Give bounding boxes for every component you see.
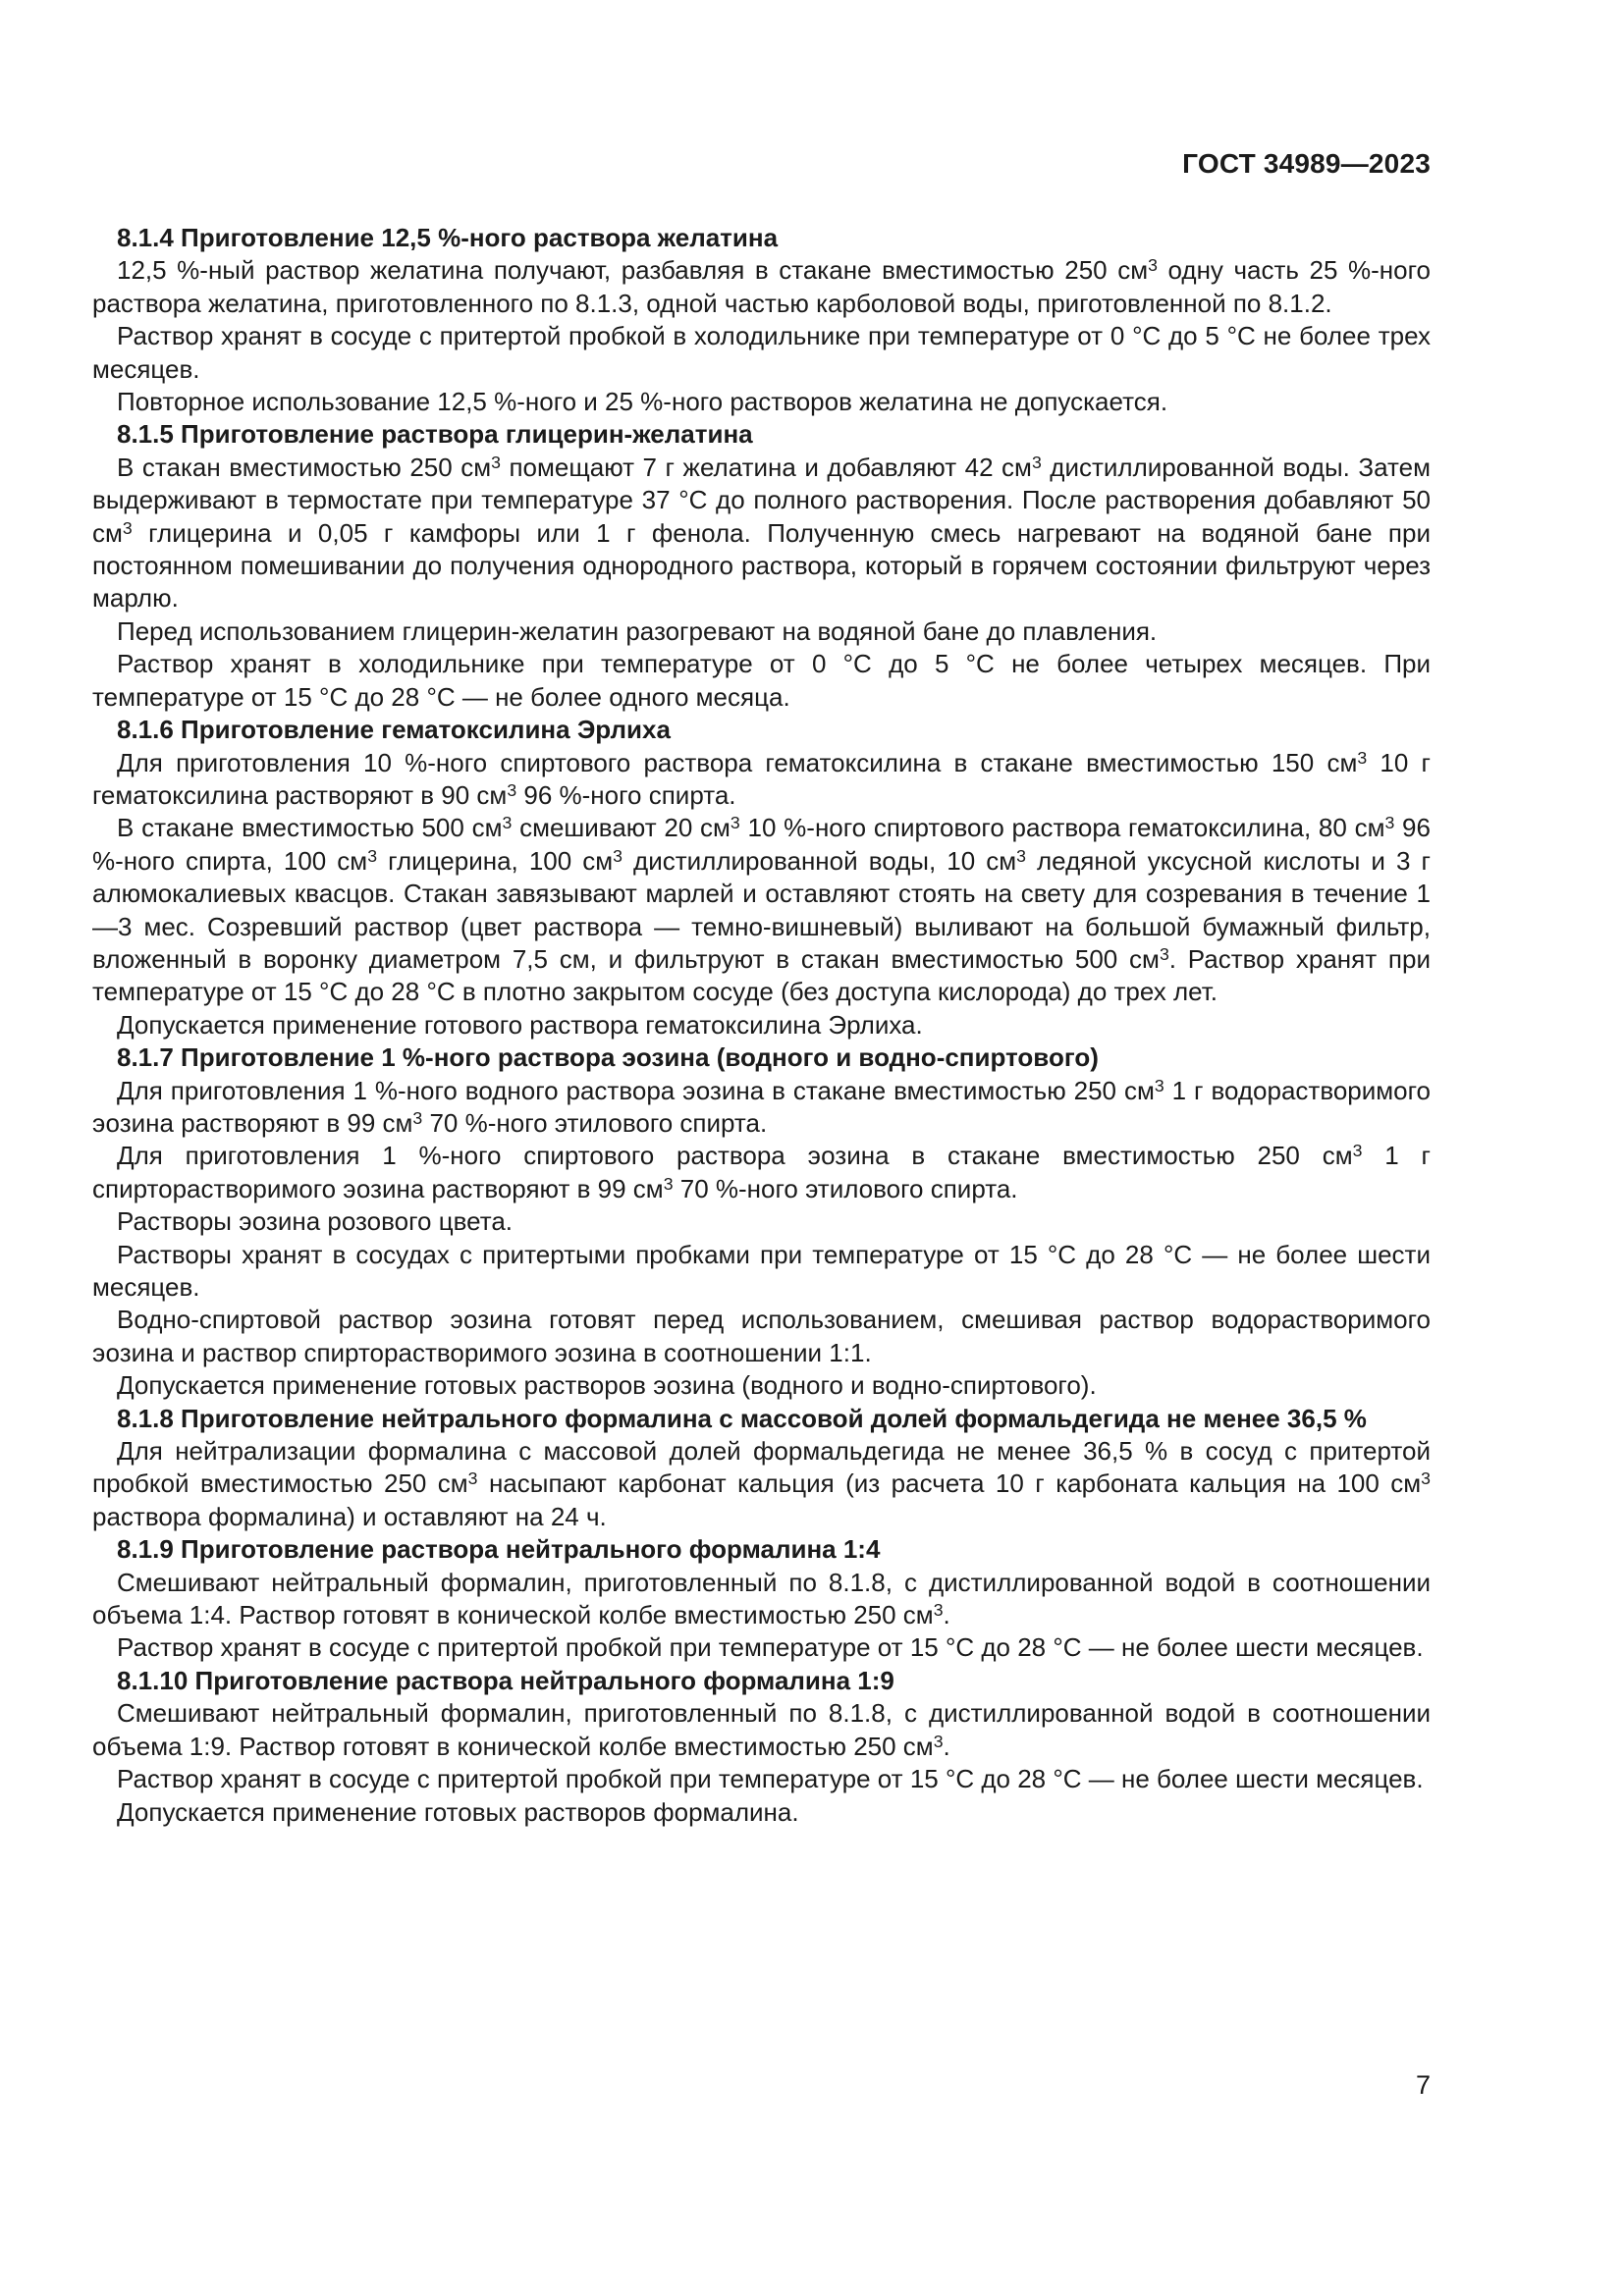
superscript-3: 3 — [1421, 1468, 1431, 1489]
paragraph: Раствор хранят в сосуде с притертой пробкой при температуре от 15 °С до 28 °С — не более шести месяцев. — [117, 1764, 1424, 1794]
superscript-3: 3 — [1016, 845, 1026, 866]
document-code: ГОСТ 34989—2023 — [1182, 148, 1431, 179]
superscript-3: 3 — [1148, 255, 1158, 276]
paragraph: Раствор хранят в сосуде с притертой пробкой при температуре от 15 °С до 28 °С — не более шести месяцев. — [117, 1632, 1424, 1663]
section-heading: 8.1.10 Приготовление раствора нейтрального формалина 1:9 — [117, 1665, 894, 1695]
superscript-3: 3 — [933, 1731, 944, 1751]
paragraph: Перед использованием глицерин-желатин разогревают на водяной бане до плавления. — [117, 615, 1158, 646]
superscript-3: 3 — [1357, 747, 1368, 768]
superscript-3: 3 — [613, 845, 623, 866]
superscript-3: 3 — [1154, 1075, 1164, 1095]
section-heading: 8.1.8 Приготовление нейтрального формалина с массовой долей формальдегида не менее 36,5 % — [117, 1403, 1367, 1433]
paragraph: Раствор хранят в сосуде с притертой пробкой в холодильнике при температуре от 0 °С до 5 °С не более трех месяцев. — [92, 321, 1431, 384]
section-heading: 8.1.7 Приготовление 1 %-ного раствора эозина (водного и водно-спиртового) — [117, 1042, 1099, 1073]
paragraph: Для приготовления 10 %-ного спиртового раствора гематоксилина в стакане вместимостью 150 $см^3$ 10 г гематоксилина растворяют в 90 $см^3$ 96 %-ного спирта. — [92, 747, 1431, 810]
paragraph: 12,5 %-ный раствор желатина получают, разбавляя в стакане вместимостью 250 $см^3$ одну часть 25 %-ного раствора желатина, приготовленного по 8.1.3, одной частью карболовой воды, приготовленной по 8.1.2. — [92, 255, 1431, 318]
paragraph: Допускается применение готового раствора гематоксилина Эрлиха. — [117, 1009, 923, 1040]
paragraph: Допускается применение готовых растворов формалина. — [117, 1796, 799, 1827]
paragraph: Водно-спиртовой раствор эозина готовят перед использованием, смешивая раствор водорастворимого эозина и раствор спирторастворимого эозина в соотношении 1:1. — [92, 1305, 1431, 1367]
superscript-3: 3 — [367, 845, 378, 866]
section-heading: 8.1.4 Приготовление 12,5 %-ного раствора желатина — [117, 223, 779, 252]
superscript-3: 3 — [507, 779, 517, 800]
superscript-3: 3 — [491, 452, 501, 472]
superscript-3: 3 — [730, 813, 740, 833]
page-number: 7 — [1415, 2070, 1431, 2100]
paragraph: Для приготовления 1 %-ного водного раствора эозина в стакане вместимостью 250 $см^3$ 1 г водорастворимого эозина растворяют в 99 $см^3$ 70 %-ного этилового спирта. — [92, 1075, 1431, 1138]
paragraph: Раствор хранят в холодильнике при температуре от 0 °С до 5 °С не более четырех месяцев. При температуре от 15 °С до 28 °С — не более одного месяца. — [92, 649, 1431, 712]
superscript-3: 3 — [1031, 452, 1042, 472]
paragraph: Для нейтрализации формалина с массовой долей формальдегида не менее 36,5 % в сосуд с притертой пробкой вместимостью 250 $см^3$ насыпают карбонат кальция (из расчета 10 г карбоната кальция на 100 $см^3$ раствора формалина) и оставляют на 24 ч. — [92, 1436, 1431, 1531]
paragraph: Повторное использование 12,5 %-ного и 25 %-ного растворов желатина не допускается. — [117, 387, 1168, 417]
superscript-3: 3 — [122, 517, 133, 538]
paragraph: Смешивают нейтральный формалин, приготовленный по 8.1.8, с дистиллированной водой в соотношении объема 1:9. Раствор готовят в конической колбе вместимостью 250 $см^3$. — [92, 1698, 1431, 1761]
superscript-3: 3 — [502, 813, 513, 833]
section-heading: 8.1.6 Приготовление гематоксилина Эрлиха — [117, 715, 671, 745]
superscript-3: 3 — [467, 1468, 478, 1489]
paragraph: В стакане вместимостью 500 $см^3$ смешивают 20 $см^3$ 10 %-ного спиртового раствора гематоксилина, 80 $см^3$ 96 %-ного спирта, 100 $см^3$ глицерина, 100 $см^3$ дистиллированной воды, 10 $см^3$ ледяной уксусной кислоты и 3 г алюмокалиевых квасцов. Стакан завязывают марлей и оставляют стоять на свету для созревания в течение 1—3 мес. Созревший раствор (цвет раствора — темно-вишневый) выливают на большой бумажный фильтр, вложенный в воронку диаметром 7,5 см, и фильтруют в стакан вместимостью 500 $см^3$. Раствор хранят при температуре от 15 °С до 28 °С в плотно закрытом сосуде (без доступа кислорода) до трех лет. — [92, 813, 1431, 1007]
section-heading: 8.1.9 Приготовление раствора нейтрального формалина 1:4 — [117, 1534, 881, 1565]
superscript-3: 3 — [663, 1173, 674, 1194]
paragraph: Растворы эозина розового цвета. — [117, 1206, 514, 1237]
paragraph: Растворы хранят в сосудах с притертыми пробками при температуре от 15 °С до 28 °С — не более шести месяцев. — [92, 1239, 1431, 1302]
section-heading: 8.1.5 Приготовление раствора глицерин-желатина — [117, 419, 753, 450]
paragraph: Смешивают нейтральный формалин, приготовленный по 8.1.8, с дистиллированной водой в соотношении объема 1:4. Раствор готовят в конической колбе вместимостью 250 $см^3$. — [92, 1567, 1431, 1630]
superscript-3: 3 — [1384, 813, 1395, 833]
paragraph: В стакан вместимостью 250 $см^3$ помещают 7 г желатина и добавляют 42 $см^3$ дистиллированной воды. Затем выдерживают в термостате при температуре 37 °С до полного растворения. После растворения добавляют 50 $см^3$ глицерина и 0,05 г камфоры или 1 г фенола. Полученную смесь нагревают на водяной бане при постоянном помешивании до получения однородного раствора, который в горячем состоянии фильтруют через марлю. — [92, 452, 1431, 614]
superscript-3: 3 — [412, 1108, 423, 1129]
paragraph: Для приготовления 1 %-ного спиртового раствора эозина в стакане вместимостью 250 $см^3$ 1 г спирторастворимого эозина растворяют в 99 $см^3$ 70 %-ного этилового спирта. — [92, 1141, 1432, 1203]
superscript-3: 3 — [933, 1600, 944, 1621]
superscript-3: 3 — [1159, 943, 1169, 964]
superscript-3: 3 — [1352, 1141, 1363, 1161]
paragraph: Допускается применение готовых растворов эозина (водного и водно-спиртового). — [117, 1370, 1097, 1401]
page-content — [92, 222, 1431, 1829]
